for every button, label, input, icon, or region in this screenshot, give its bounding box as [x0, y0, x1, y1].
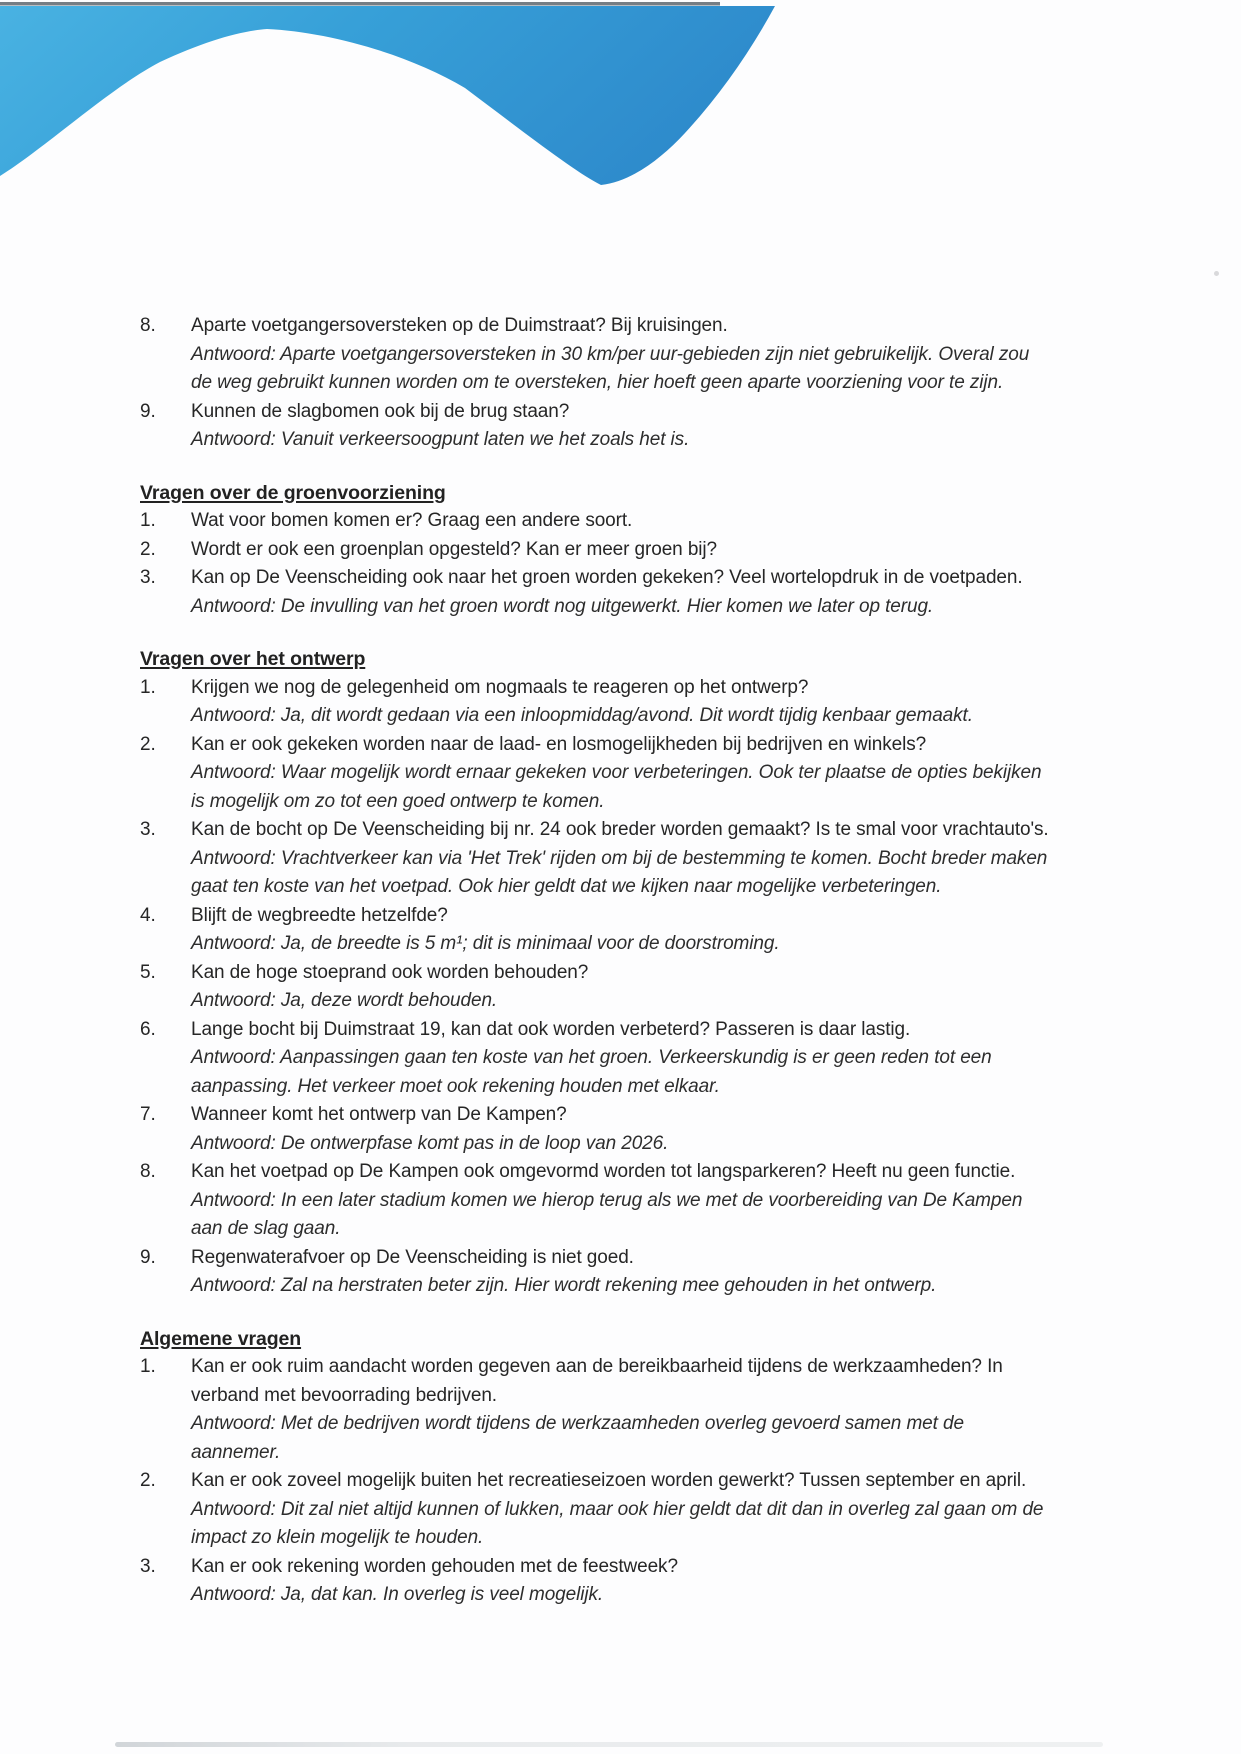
answer-line: impact zo klein mogelijk te houden.	[191, 1527, 484, 1548]
answer-line: gaat ten koste van het voetpad. Ook hier geldt dat we kijken naar mogelijke verbeteringen.	[191, 876, 942, 897]
qa-item	[140, 398, 1141, 455]
answer-line: aannemer.	[191, 1441, 281, 1463]
qa-item	[140, 731, 1141, 817]
qa-item	[140, 312, 1141, 398]
question-line: Krijgen we nog de gelegenheid om nogmaals te reageren op het ontwerp?	[191, 676, 809, 698]
section-heading: Algemene vragen	[140, 1327, 302, 1350]
scan-speck	[1214, 271, 1219, 276]
question-line: Kan er ook ruim aandacht worden gegeven aan de bereikbaarheid tijdens de werkzaamheden? In	[191, 1356, 1003, 1377]
scan-artifact-top-line	[0, 2, 720, 6]
question-line: Lange bocht bij Duimstraat 19, kan dat ook worden verbeterd? Passeren is daar lastig.	[191, 1018, 911, 1040]
scan-artifact-bottom-line	[115, 1742, 1103, 1747]
qa-item	[140, 507, 1141, 536]
item-number: 1.	[140, 676, 156, 698]
qa-section	[140, 645, 1141, 1301]
question-line: Wanneer komt het ontwerp van De Kampen?	[191, 1104, 567, 1125]
qa-content	[140, 312, 1141, 1610]
item-lines	[191, 1016, 1141, 1102]
item-lines	[191, 731, 1141, 817]
question-line: Aparte voetgangersoversteken op de Duimstraat? Bij kruisingen.	[191, 315, 728, 336]
answer-line: is mogelijk om zo tot een goed ontwerp te komen.	[191, 790, 605, 812]
question-line: Kan er ook gekeken worden naar de laad- en losmogelijkheden bij bedrijven en winkels?	[191, 733, 927, 755]
item-lines	[191, 902, 1141, 959]
item-lines	[191, 1553, 1141, 1610]
answer-line: Antwoord: Aanpassingen gaan ten koste van het groen. Verkeerskundig is er geen reden tot een	[191, 1047, 992, 1068]
item-number: 5.	[140, 961, 156, 983]
question-line: Wat voor bomen komen er? Graag een andere soort.	[191, 510, 633, 531]
qa-item	[140, 1244, 1141, 1301]
qa-item	[140, 674, 1141, 731]
item-number: 9.	[140, 1246, 156, 1268]
item-lines	[191, 1467, 1141, 1553]
answer-line: Antwoord: De ontwerpfase komt pas in de loop van 2026.	[191, 1132, 669, 1154]
qa-item	[140, 816, 1141, 902]
item-number: 8.	[140, 1161, 156, 1182]
answer-line: Antwoord: Vrachtverkeer kan via 'Het Trek' rijden om bij de bestemming te komen. Bocht breder maken	[191, 847, 1048, 869]
wave-shape	[0, 6, 775, 185]
qa-item	[140, 902, 1141, 959]
qa-item	[140, 959, 1141, 1016]
item-number: 1.	[140, 510, 156, 531]
answer-line: Antwoord: Zal na herstraten beter zijn. Hier wordt rekening mee gehouden in het ontwerp.	[191, 1275, 937, 1296]
answer-line: Antwoord: Vanuit verkeersoogpunt laten we het zoals het is.	[191, 429, 690, 450]
section-heading: Vragen over het ontwerp	[140, 648, 366, 670]
answer-line: Antwoord: Met de bedrijven wordt tijdens de werkzaamheden overleg gevoerd samen met de	[191, 1413, 964, 1434]
question-line: Kunnen de slagbomen ook bij de brug staan?	[191, 400, 570, 422]
answer-line: Antwoord: Ja, deze wordt behouden.	[191, 990, 498, 1011]
answer-line: Antwoord: Ja, de breedte is 5 m¹; dit is minimaal voor de doorstroming.	[191, 933, 780, 954]
question-line: Blijft de wegbreedte hetzelfde?	[191, 904, 448, 926]
item-number: 3.	[140, 567, 156, 588]
answer-line: Antwoord: Dit zal niet altijd kunnen of lukken, maar ook hier geldt dat dit dan in overleg zal gaan om de	[191, 1498, 1044, 1520]
item-lines	[191, 959, 1141, 1016]
question-line: Kan er ook rekening worden gehouden met de feestweek?	[191, 1555, 678, 1577]
item-number: 3.	[140, 1555, 156, 1577]
item-lines	[191, 1353, 1141, 1467]
answer-line: Antwoord: Aparte voetgangersoversteken in 30 km/per uur-gebieden zijn niet gebruikelijk. Overal zou	[191, 343, 1030, 365]
item-number: 3.	[140, 819, 156, 840]
qa-item	[140, 1158, 1141, 1244]
qa-item	[140, 1101, 1141, 1158]
question-line: Wordt er ook een groenplan opgesteld? Kan er meer groen bij?	[191, 538, 717, 560]
question-line: Kan het voetpad op De Kampen ook omgevormd worden tot langsparkeren? Heeft nu geen functie.	[191, 1161, 1016, 1182]
header-wave-graphic	[0, 0, 1241, 200]
qa-intro-list	[140, 312, 1141, 455]
qa-item	[140, 1353, 1141, 1467]
item-lines	[191, 398, 1141, 455]
answer-line: aanpassing. Het verkeer moet ook rekening houden met elkaar.	[191, 1075, 720, 1097]
answer-line: aan de slag gaan.	[191, 1218, 341, 1239]
question-line: Kan de bocht op De Veenscheiding bij nr. 24 ook breder worden gemaakt? Is te smal voor vrachtauto's.	[191, 819, 1049, 840]
qa-item	[140, 1467, 1141, 1553]
item-lines	[191, 536, 1141, 565]
item-number: 2.	[140, 538, 156, 560]
item-number: 9.	[140, 400, 156, 422]
question-line: verband met bevoorrading bedrijven.	[191, 1384, 497, 1406]
item-lines	[191, 674, 1141, 731]
item-lines	[191, 816, 1141, 902]
question-line: Kan op De Veenscheiding ook naar het groen worden gekeken? Veel wortelopdruk in de voetpaden.	[191, 567, 1023, 588]
question-line: Kan de hoge stoeprand ook worden behouden?	[191, 961, 589, 983]
item-lines	[191, 564, 1141, 621]
item-number: 1.	[140, 1356, 156, 1377]
item-number: 4.	[140, 904, 156, 926]
section-heading: Vragen over de groenvoorziening	[140, 481, 446, 504]
qa-item	[140, 1553, 1141, 1610]
item-number: 2.	[140, 1470, 156, 1491]
question-line: Regenwaterafvoer op De Veenscheiding is niet goed.	[191, 1246, 634, 1268]
answer-line: de weg gebruikt kunnen worden om te oversteken, hier hoeft geen aparte voorziening voor te zijn.	[191, 372, 1004, 393]
item-lines	[191, 1158, 1141, 1244]
answer-line: Antwoord: De invulling van het groen wordt nog uitgewerkt. Hier komen we later op terug.	[191, 595, 934, 617]
item-number: 6.	[140, 1018, 156, 1040]
item-number: 8.	[140, 315, 156, 336]
answer-line: Antwoord: In een later stadium komen we hierop terug als we met de voorbereiding van De Kampen	[191, 1189, 1023, 1211]
item-lines	[191, 1244, 1141, 1301]
qa-item	[140, 564, 1141, 621]
qa-item	[140, 536, 1141, 565]
answer-line: Antwoord: Waar mogelijk wordt ernaar gekeken voor verbeteringen. Ook ter plaatse de opties bekijken	[191, 762, 1042, 783]
qa-section	[140, 1325, 1141, 1610]
answer-line: Antwoord: Ja, dit wordt gedaan via een inloopmiddag/avond. Dit wordt tijdig kenbaar gemaakt.	[191, 705, 973, 726]
item-number: 7.	[140, 1104, 156, 1125]
item-lines	[191, 1101, 1141, 1158]
qa-item	[140, 1016, 1141, 1102]
item-number: 2.	[140, 733, 156, 755]
question-line: Kan er ook zoveel mogelijk buiten het recreatieseizoen worden gewerkt? Tussen september en april.	[191, 1470, 1027, 1491]
answer-line: Antwoord: Ja, dat kan. In overleg is veel mogelijk.	[191, 1584, 604, 1605]
qa-section	[140, 479, 1141, 622]
item-lines	[191, 312, 1141, 398]
item-lines	[191, 507, 1141, 536]
